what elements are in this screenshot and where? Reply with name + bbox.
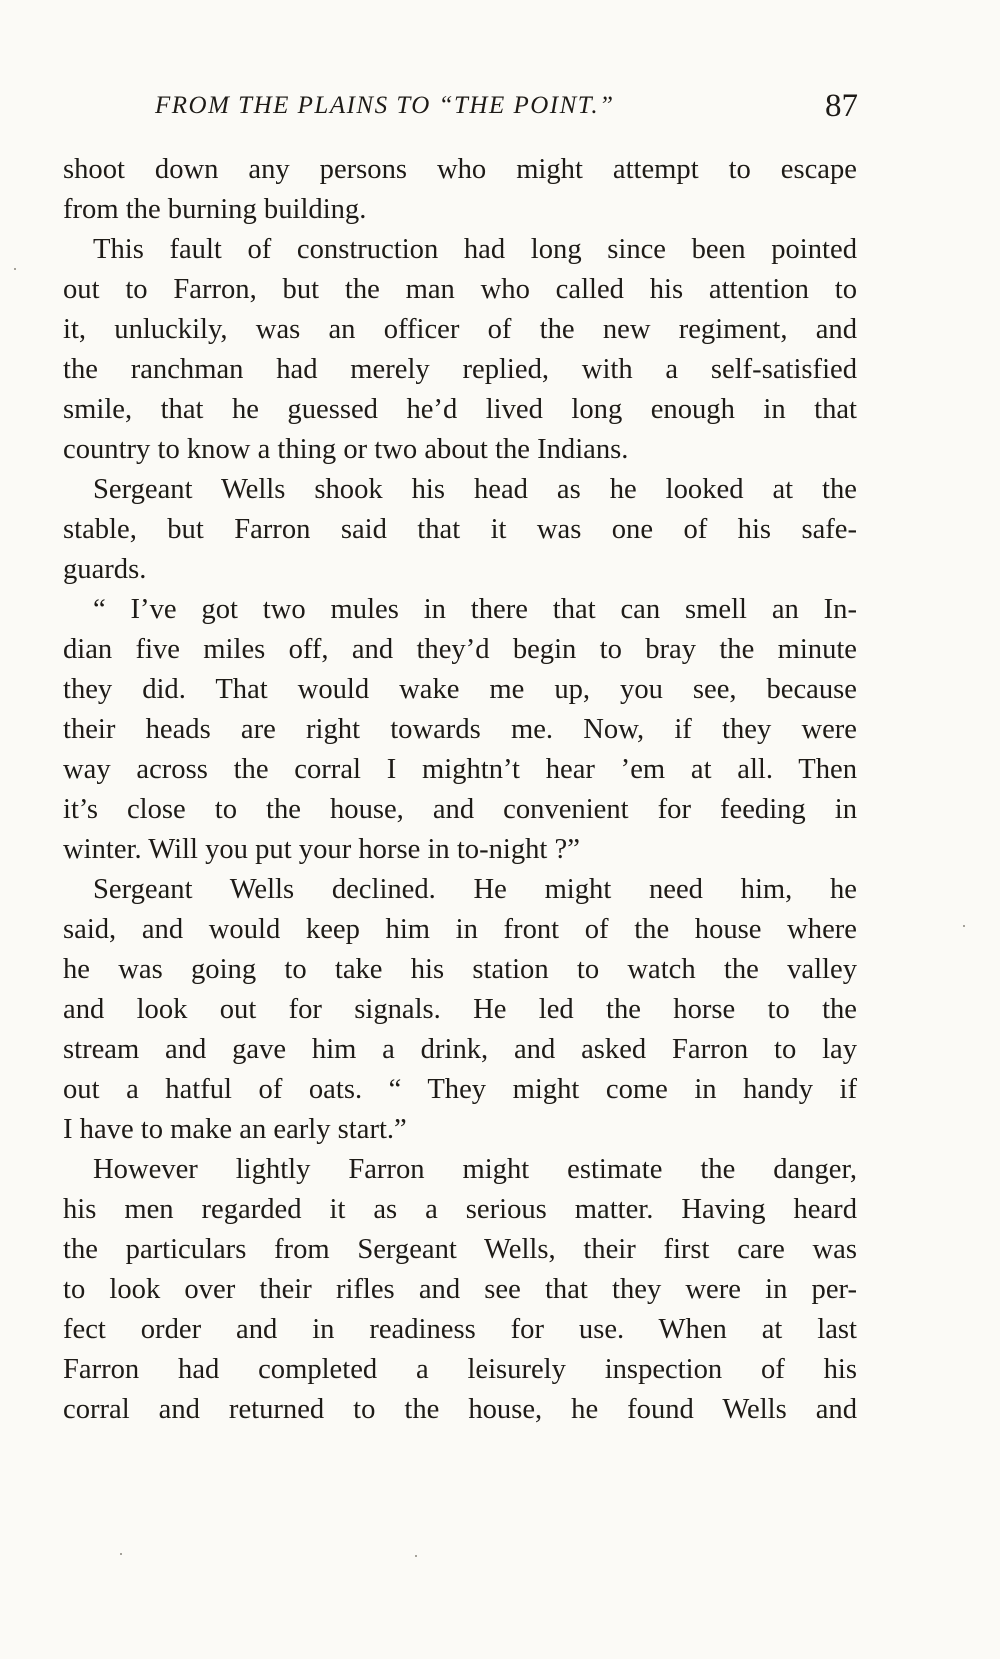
running-title: FROM THE PLAINS TO “THE POINT.” — [155, 92, 615, 119]
text-line: country to know a thing or two about the Indians. — [63, 434, 629, 465]
text-line: it’s close to the house, and convenient for feeding in — [63, 794, 857, 825]
text-line: the particulars from Sergeant Wells, their first care was — [63, 1234, 857, 1265]
page-number: 87 — [825, 88, 858, 124]
text-line: way across the corral I mightn’t hear ’em at all. Then — [63, 754, 857, 785]
text-line: winter. Will you put your horse in to-night ?” — [63, 834, 580, 865]
text-line: out to Farron, but the man who called his attention to — [63, 274, 857, 305]
text-line: from the burning building. — [63, 194, 367, 225]
text-line: said, and would keep him in front of the house where — [63, 914, 857, 945]
text-line: stable, but Farron said that it was one of his safe- — [63, 514, 857, 545]
text-line: out a hatful of oats. “ They might come in handy if — [63, 1074, 857, 1105]
text-line: it, unluckily, was an officer of the new regiment, and — [63, 314, 857, 345]
text-line: “ I’ve got two mules in there that can smell an In- — [93, 594, 857, 625]
text-line: to look over their rifles and see that they were in per- — [63, 1274, 857, 1305]
text-line: This fault of construction had long since been pointed — [93, 234, 857, 265]
text-line: However lightly Farron might estimate the danger, — [93, 1154, 857, 1185]
text-line: dian five miles off, and they’d begin to bray the minute — [63, 634, 857, 665]
running-head — [60, 88, 860, 132]
text-line: their heads are right towards me. Now, if they were — [63, 714, 857, 745]
text-line: they did. That would wake me up, you see, because — [63, 674, 857, 705]
text-line: fect order and in readiness for use. When at last — [63, 1314, 857, 1345]
text-line: I have to make an early start.” — [63, 1114, 407, 1145]
text-line: and look out for signals. He led the horse to the — [63, 994, 857, 1025]
text-line: he was going to take his station to watch the valley — [63, 954, 857, 985]
text-line: stream and gave him a drink, and asked Farron to lay — [63, 1034, 857, 1065]
paper-speck — [415, 1555, 417, 1557]
paper-speck — [963, 925, 965, 927]
text-line: smile, that he guessed he’d lived long enough in that — [63, 394, 857, 425]
text-line: Sergeant Wells declined. He might need him, he — [93, 874, 857, 905]
text-line: his men regarded it as a serious matter. Having heard — [63, 1194, 857, 1225]
paper-speck — [120, 1553, 122, 1555]
body-text — [63, 150, 857, 1430]
text-line: Sergeant Wells shook his head as he looked at the — [93, 474, 857, 505]
text-line: shoot down any persons who might attempt to escape — [63, 154, 857, 185]
text-line: corral and returned to the house, he found Wells and — [63, 1394, 857, 1425]
text-line: the ranchman had merely replied, with a self-satisfied — [63, 354, 857, 385]
text-line: Farron had completed a leisurely inspection of his — [63, 1354, 857, 1385]
paper-speck — [14, 268, 16, 270]
text-line: guards. — [63, 554, 147, 585]
